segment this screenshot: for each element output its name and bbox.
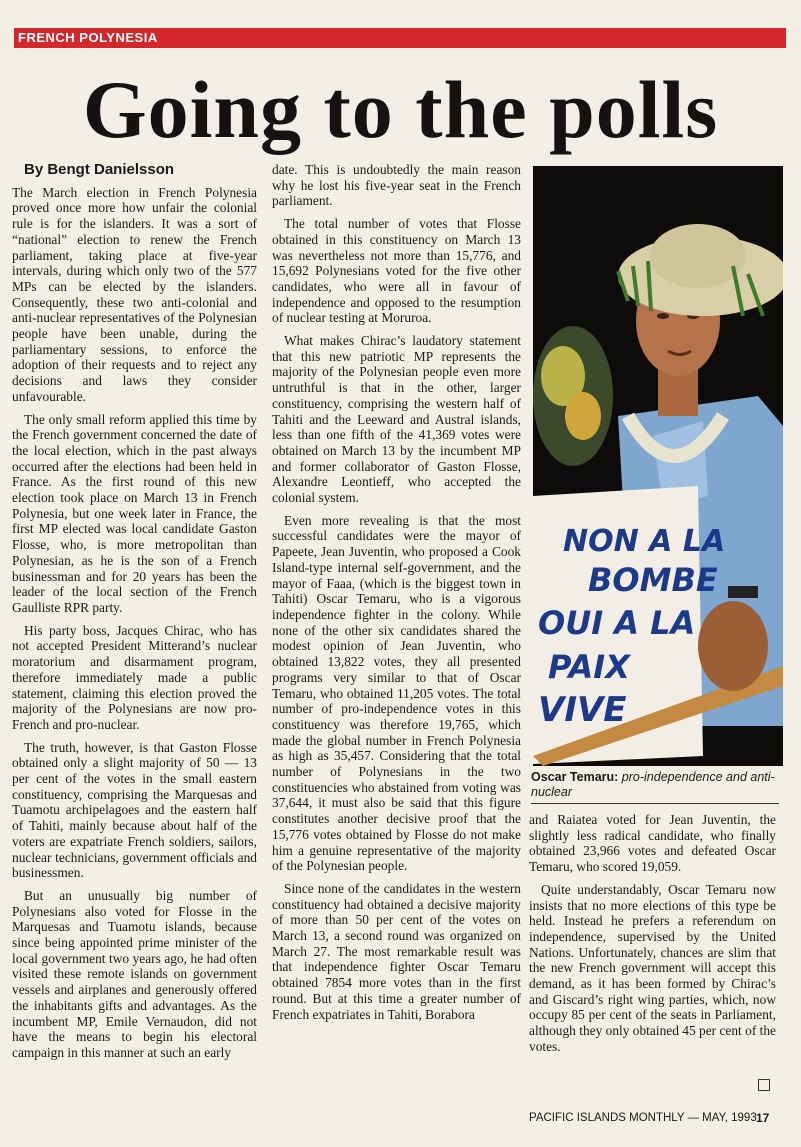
photo-caption: [531, 770, 779, 800]
section-label: FRENCH POLYNESIA: [18, 30, 158, 45]
paragraph: The March election in French Polynesia proved once more how unfair the colonial rule is for the islanders. It was a sort of “national” election to renew the French parliament, taking place at five-year intervals, during which only two of the 577 MPs can be elected by the islanders. Consequently, these two anti-colonial and anti-nuclear representatives of the Polynesian people have been unable, during the parliamentary sessions, to enforce the adoption of their requests and to reject any decisions and laws they consider unfavourable.: [12, 184, 257, 404]
paragraph: But an unusually big number of Polynesians also voted for Flosse in the Marquesas and Tuamotu islands, because since being appointed prime minister of the local government two years ago, he had often visited these remote islands on government vessels and airplanes and generously offered the inhabitants gifts and advantages. As the incumbent MP, Emile Vernaudon, did not have the means to begin his electoral campaign in this manner at such an early: [12, 887, 257, 1060]
paragraph: The total number of votes that Flosse obtained in this constituency on March 13 was nevertheless not more than 15,776, and 15,692 Polynesians voted for the five other candidates, who were all in favour of independence and opposed to the resumption of nuclear testing at Moruroa.: [272, 216, 521, 326]
paragraph: What makes Chirac’s laudatory statement that this new patriotic MP represents the majority of the Polynesian people even more untruthful is that in the other, larger constituency, comprising the western half of Tahiti and the Leeward and Austral islands, less than one fifth of the 41,369 votes were obtained on March 13 by the incumbent MP and former collaborator of Gaston Flosse, Alexandre Leontieff, who accepted the colonial system.: [272, 333, 521, 506]
paragraph: The truth, however, is that Gaston Flosse obtained only a slight majority of 50 — 13 per cent of the votes in the small eastern constituency, comprising the Marquesas and Tuamotu archipelagoes and the eastern half of Tahiti, mainly because about half of the voters are expatriate French soldiers, sailors, nuclear technicians, government officials and businessmen.: [12, 739, 257, 881]
photo-oscar-temaru: [533, 166, 783, 766]
article-column-3: [529, 812, 776, 1062]
caption-divider: [531, 803, 779, 804]
paragraph: His party boss, Jacques Chirac, who has not accepted President Mitterand’s nuclear moratorium and disarmament program, therefore immediately made a public statement, claiming this election proved the majority of the Polynesians are now pro-French and pro-nuclear.: [12, 622, 257, 732]
paragraph: Quite understandably, Oscar Temaru now insists that no more elections of this type be held. Instead he prefers a referendum on independence, supervised by the United Nations. Unfortunately, chances are slim that the new French government will accept this demand, as it has been formed by Chirac’s and Giscard’s right wing parties, which, now occupy 85 per cent of the seats in Parliament, although they only obtained 45 per cent of the votes.: [529, 881, 776, 1054]
caption-name: Oscar Temaru:: [531, 770, 619, 784]
paragraph: The only small reform applied this time by the French government concerned the date of the local election, which in the past always occurred after the elections had been held in France. As the first round of this new election took place on March 13 in French Polynesia, but one week later in France, the first MP elected was local candidate Gaston Flosse, who, is more metropolitan than Polynesian, as he is the son of a French businessman and for 20 years has been the leader of the local section of the French Gaulliste RPR party.: [12, 411, 257, 615]
byline: By Bengt Danielsson: [24, 161, 175, 178]
article-column-2: [272, 162, 521, 1029]
photo-illustration: [533, 166, 783, 766]
headline: Going to the polls: [82, 64, 719, 155]
section-bar: [14, 28, 786, 48]
svg-text:OUI A LA: OUI A LA: [538, 604, 696, 642]
paragraph: Since none of the candidates in the western constituency had obtained a decisive majority of more than 50 per cent of the votes on March 13, a second round was organized on March 27. The most remarkable result was that independence fighter Oscar Temaru obtained 7854 more votes than in the first round. But at this time a greater number of French expatriates in Tahiti, Borabora: [272, 880, 521, 1022]
page-number: 17: [756, 1111, 770, 1125]
footer-publication: PACIFIC ISLANDS MONTHLY — MAY, 1993: [529, 1112, 757, 1124]
svg-text:BOMBE: BOMBE: [588, 561, 718, 599]
paragraph: date. This is undoubtedly the main reason why he lost his five-year seat in the French parliament.: [272, 162, 521, 209]
paragraph: Even more revealing is that the most successful candidates were the mayor of Papeete, Jean Juventin, who proposed a Cook Island-type internal self-government, and the mayor of Faaa, (which is the biggest town in Tahiti) Oscar Temaru, who is a vigorous independence fighter in the colony. While none of the other six candidates shared the modest opinion of Jean Juventin, who obtained 13,822 votes, they all presented programs very similar to that of Oscar Temaru, who obtained 11,205 votes. The total number of pro-independence votes in this constituency was therefore 19,765, which made the global number in French Polynesia as high as 35,457. Considering that the total number of Polynesians in the two constituencies who abstained from voting was 37,644, it must also be said that this figure constitutes another decisive proof that the 15,776 votes obtained by Flosse do not make him a genuine representative of the majority of the Polynesian people.: [272, 512, 521, 874]
svg-text:PAIX: PAIX: [548, 648, 630, 686]
svg-text:VIVE: VIVE: [538, 690, 627, 730]
article-column-1: [12, 162, 257, 1068]
svg-text:NON A LA: NON A LA: [563, 524, 726, 559]
caption-description: pro-independence and anti-nuclear: [531, 770, 775, 799]
paragraph: and Raiatea voted for Jean Juventin, the slightly less radical candidate, who finally obtained 23,966 votes and defeated Oscar Temaru, who scored 19,059.: [529, 812, 776, 875]
end-of-article-mark: [758, 1079, 770, 1091]
